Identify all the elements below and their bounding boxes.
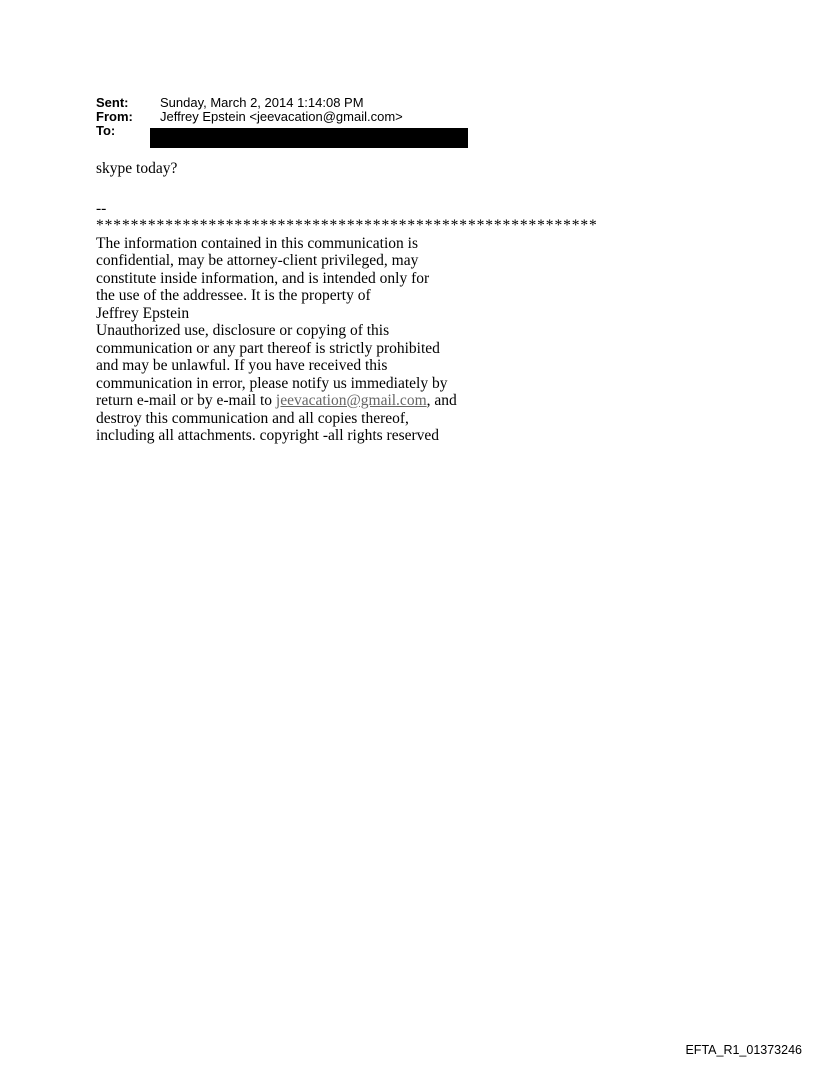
- disclaimer-line: and may be unlawful. If you have received this: [96, 357, 388, 374]
- sent-value: Sunday, March 2, 2014 1:14:08 PM: [160, 95, 364, 110]
- closing-line: including all attachments. copyright -all rights reserved: [96, 427, 440, 444]
- signature-stars: **********************************************************: [96, 217, 598, 234]
- from-row: [96, 110, 403, 124]
- disclaimer-line: constitute inside information, and is intended only for: [96, 269, 430, 287]
- from-value: Jeffrey Epstein <jeevacation@gmail.com>: [160, 109, 403, 124]
- document-id: EFTA_R1_01373246: [685, 1043, 802, 1057]
- disclaimer-line: The information contained in this communication is: [96, 234, 418, 252]
- return-line-prefix: return e-mail or by e-mail to: [96, 392, 276, 409]
- disclaimer-line: Jeffrey Epstein: [96, 304, 190, 322]
- to-label: To:: [96, 123, 116, 138]
- sent-label: Sent:: [96, 95, 129, 110]
- email-body: [96, 160, 696, 445]
- closing-line: destroy this communication and all copies thereof,: [96, 409, 409, 427]
- sent-row: [96, 96, 403, 110]
- email-link[interactable]: jeevacation@gmail.com: [275, 392, 427, 409]
- disclaimer-line: confidential, may be attorney-client privileged, may: [96, 252, 419, 269]
- from-label: From:: [96, 109, 133, 124]
- return-line: [96, 392, 696, 410]
- disclaimer-line: Unauthorized use, disclosure or copying of this: [96, 322, 390, 339]
- signature-dashes: --: [96, 199, 107, 217]
- greeting-text: skype today?: [96, 160, 178, 177]
- disclaimer-line: communication or any part thereof is strictly prohibited: [96, 339, 440, 357]
- disclaimer-line: communication in error, please notify us immediately by: [96, 374, 448, 392]
- redaction-box: [150, 128, 468, 148]
- disclaimer-line: the use of the addressee. It is the property of: [96, 287, 371, 304]
- return-line-suffix: , and: [426, 392, 457, 409]
